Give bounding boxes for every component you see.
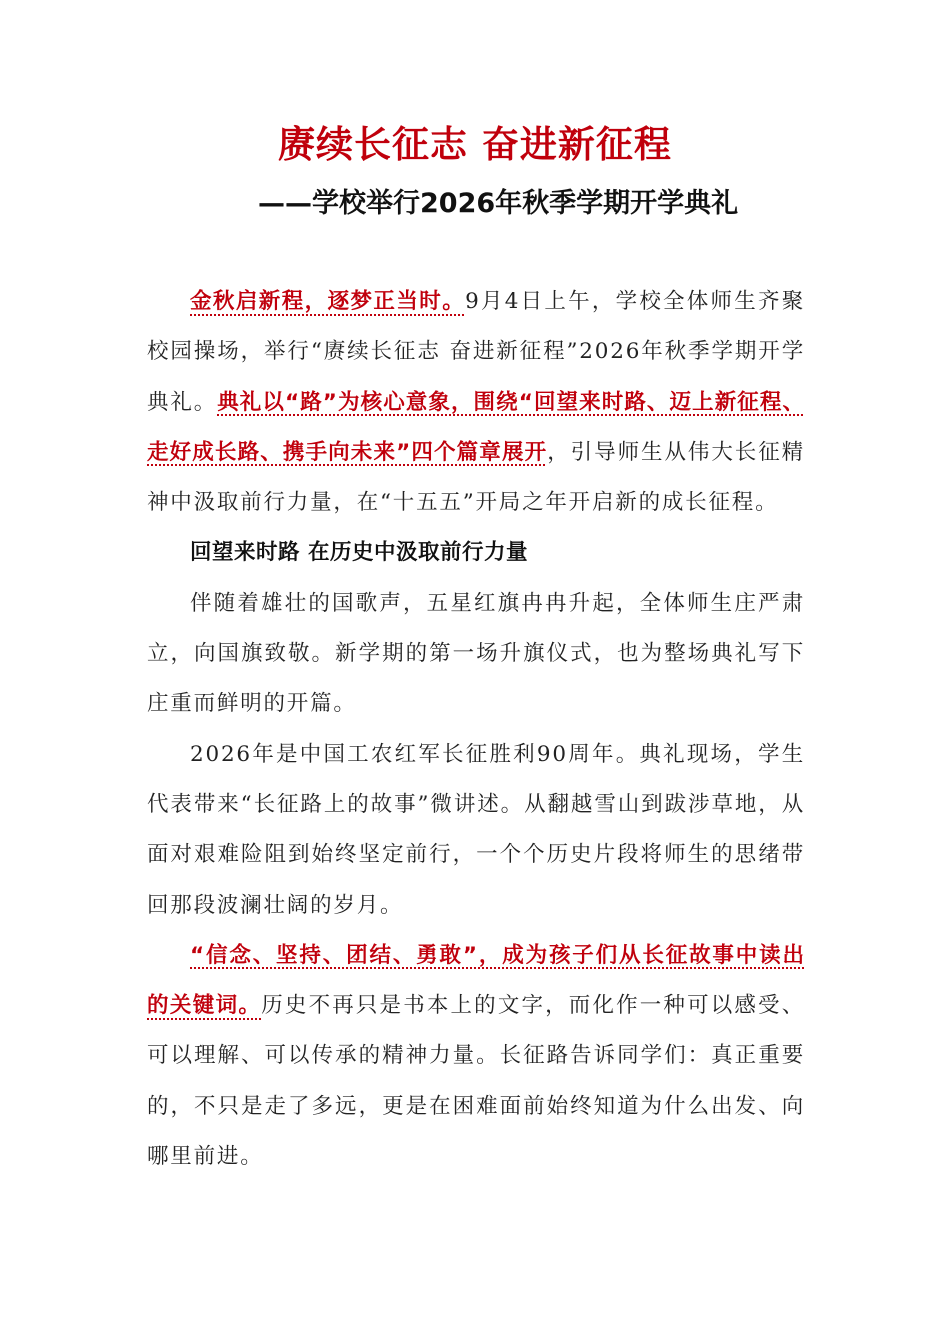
highlight-keywords: “信念、坚持、团结、勇敢”，成为孩子们从长征故事中读出的关键词。 xyxy=(147,942,805,1019)
paragraph-text: 历史不再只是书本上的文字，而化作一种可以感受、可以理解、可以传承的精神力量。长征路告诉同学们：真正重要的，不只是走了多远，更是在困难面前始终知道为什么出发、向哪里前进。 xyxy=(147,993,805,1170)
highlight-theme: 典礼以“路”为核心意象，围绕“回望来时路、迈上新征程、走好成长路、携手向未来”四个篇章展开 xyxy=(147,389,805,465)
paragraph-text: 9月4日上午，学校全体师生齐聚校园操场，举行“赓续长征志 奋进新征程”2026年秋季学期开学典礼。 xyxy=(147,289,805,415)
section-heading: 回望来时路 在历史中汲取前行力量 xyxy=(190,540,528,566)
paragraph-text: ，引导师生从伟大长征精神中汲取前行力量，在“十五五”开局之年开启新的成长征程。 xyxy=(147,439,805,516)
paragraph-flag-ceremony: 伴随着雄壮的国歌声，五星红旗冉冉升起，全体师生庄严肃立，向国旗致敬。新学期的第一场升旗仪式，也为整场典礼写下庄重而鲜明的开篇。 xyxy=(147,590,805,717)
article-body xyxy=(147,277,805,1182)
paragraph-keywords xyxy=(147,931,805,1182)
article-title: 赓续长征志 奋进新征程 xyxy=(278,122,672,166)
paragraph-intro xyxy=(147,277,805,528)
article-subtitle: ——学校举行2026年秋季学期开学典礼 xyxy=(258,188,739,219)
highlight-opening: 金秋启新程，逐梦正当时。 xyxy=(190,289,466,314)
paragraph-long-march: 2026年是中国工农红军长征胜利90周年。典礼现场，学生代表带来“长征路上的故事”微讲述。从翻越雪山到跋涉草地，从面对艰难险阻到始终坚定前行，一个个历史片段将师生的思绪带回那段波澜壮阔的岁月。 xyxy=(147,741,805,918)
